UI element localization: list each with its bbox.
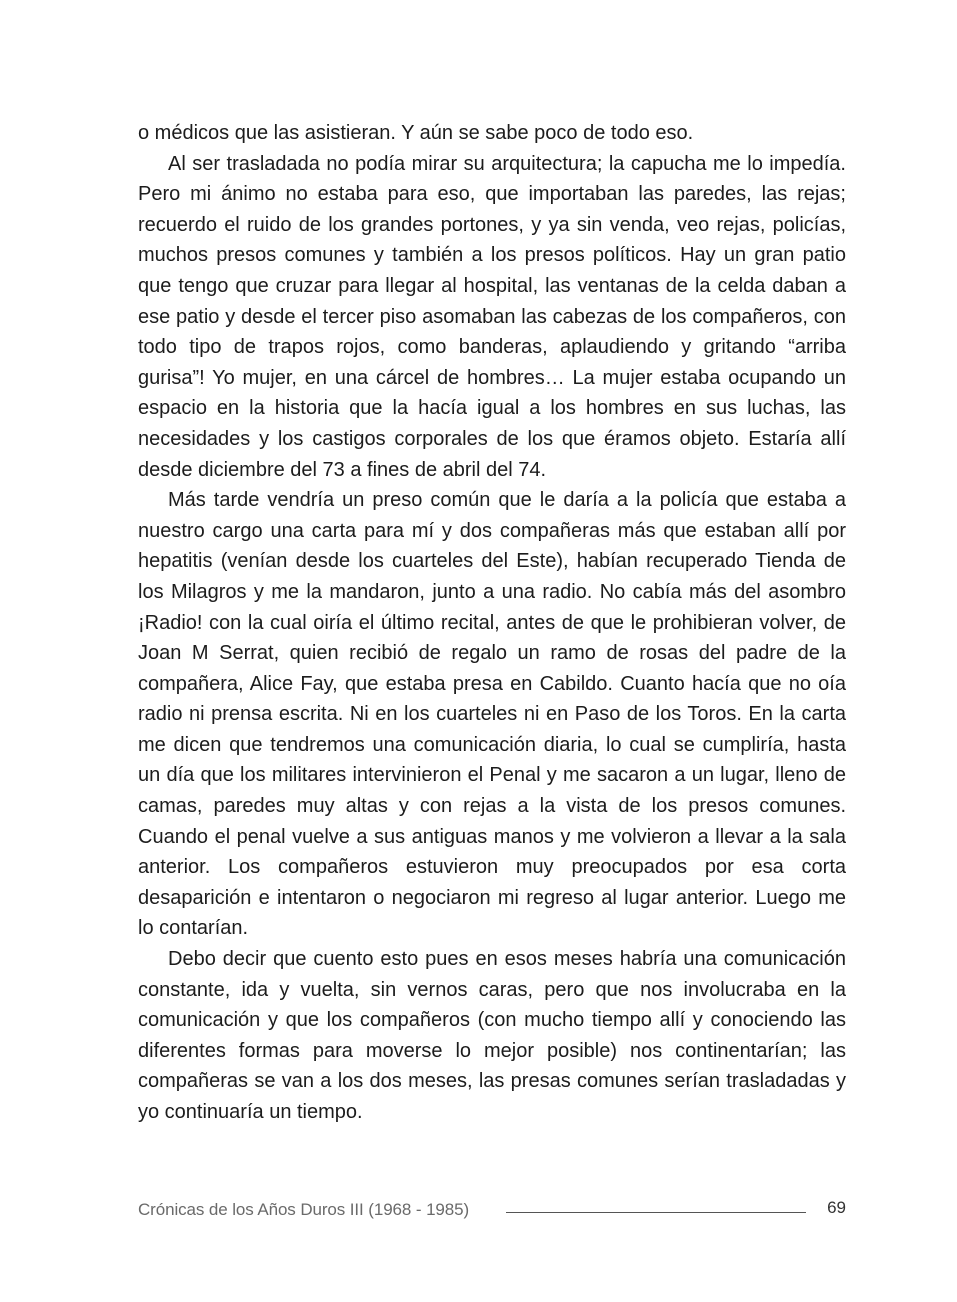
paragraph-4: Debo decir que cuento esto pues en esos meses habría una comunicación constante, ida y vuelta, sin vernos caras, pero que nos involucraba en la comunicación y que los compañeros (con mucho tiempo allí y conociendo las diferentes formas para moverse lo mejor posible) nos continentarían; las compañeras se van a los dos meses, las presas comunes serían trasladadas y yo continuaría un tiempo. [138, 948, 846, 1123]
paragraph-1: o médicos que las asistieran. Y aún se sabe poco de todo eso. [138, 122, 694, 144]
footer-divider [506, 1212, 806, 1213]
page-footer [138, 1196, 846, 1226]
book-title: Crónicas de los Años Duros III (1968 - 1985) [138, 1200, 470, 1219]
paragraph-3: Más tarde vendría un preso común que le daría a la policía que estaba a nuestro cargo una carta para mí y dos compañeras más que estaban allí por hepatitis (venían desde los cuarteles del Este), habían recuperado Tienda de los Milagros y me la mandaron, junto a una radio. No cabía más del asombro ¡Radio! con la cual oiría el último recital, antes de que le prohibieran volver, de Joan M Serrat, quien recibió de regalo un ramo de rosas del padre de la compañera, Alice Fay, que estaba presa en Cabildo. Cuanto hacía que no oía radio ni prensa escrita. Ni en los cuarteles ni en Paso de los Toros. En la carta me dicen que tendremos una comunicación diaria, lo cual se cumpliría, hasta un día que los militares intervinieron el Penal y me sacaron a un lugar, lleno de camas, paredes muy altas y con rejas a la vista de los presos comunes. Cuando el penal vuelve a sus antiguas manos y me volvieron a llevar a la sala anterior. Los compañeros estuvieron muy preocupados por esa corta desaparición e intentaron o negociaron mi regreso al lugar anterior. Luego me lo contarían. [138, 489, 846, 940]
paragraph-2: Al ser trasladada no podía mirar su arquitectura; la capucha me lo impedía. Pero mi ánimo no estaba para eso, que importaban las paredes, las rejas; recuerdo el ruido de los grandes portones, y ya sin venda, veo rejas, policías, muchos presos comunes y también a los presos políticos. Hay un gran patio que tengo que cruzar para llegar al hospital, las ventanas de la celda daban a ese patio y desde el tercer piso asomaban las cabezas de los compañeros, con todo tipo de trapos rojos, como banderas, aplaudiendo y gritando “arriba gurisa”! Yo mujer, en una cárcel de hombres… La mujer estaba ocupando un espacio en la historia que la hacía igual a los hombres en sus luchas, las necesidades y los castigos corporales de los que éramos objeto. Estaría allí desde diciembre del 73 a fines de abril del 74. [138, 152, 846, 481]
page-number: 69 [827, 1198, 846, 1217]
page-body [138, 118, 846, 1128]
